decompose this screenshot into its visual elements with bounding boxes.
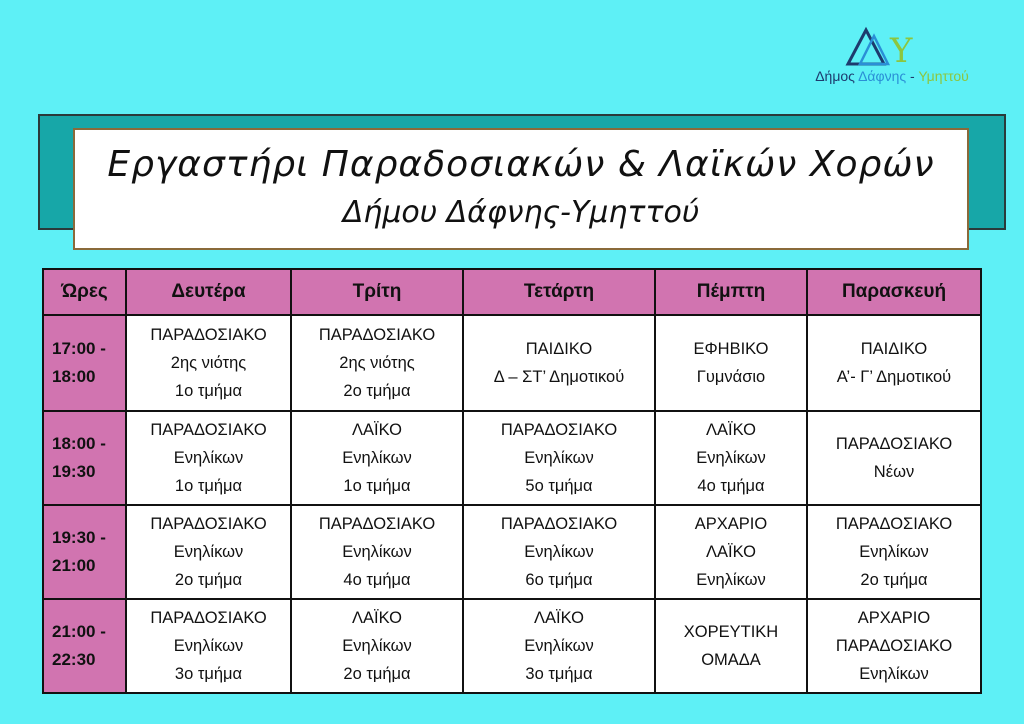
class-cell-line: ΠΑΙΔΙΚΟ — [860, 340, 928, 358]
class-cell-tuesday — [291, 411, 463, 505]
header-friday: Παρασκευή — [807, 269, 981, 315]
table-row — [43, 315, 981, 411]
logo-text — [792, 68, 992, 84]
title-box — [73, 128, 969, 250]
class-cell-line: ΑΡΧΑΡΙΟ — [857, 609, 931, 627]
class-cell-line: Ενηλίκων — [342, 543, 412, 561]
time-slot-line: 19:30 — [52, 462, 96, 481]
class-cell-line: ΟΜΑΔΑ — [701, 651, 761, 669]
class-cell-monday — [126, 411, 291, 505]
logo-sep: - — [910, 68, 915, 84]
class-cell-line: Δ – ΣΤ’ Δημοτικού — [493, 368, 625, 386]
header-monday: Δευτέρα — [126, 269, 291, 315]
class-cell-line: ΠΑΡΑΔΟΣΙΑΚΟ — [318, 326, 436, 344]
class-cell-line: ΕΦΗΒΙΚΟ — [693, 340, 769, 358]
class-cell-line: 2ης νιότης — [339, 354, 415, 372]
class-cell-line: 4ο τμήμα — [343, 571, 411, 589]
class-cell-line: ΠΑΡΑΔΟΣΙΑΚΟ — [500, 515, 618, 533]
class-cell-line: 1ο τμήμα — [174, 382, 243, 400]
logo-mark-icon — [844, 26, 924, 68]
class-cell-line: ΛΑΪΚΟ — [352, 609, 402, 627]
class-cell-line: ΠΑΙΔΙΚΟ — [525, 340, 593, 358]
time-slot-line: 22:30 — [52, 650, 96, 669]
class-cell-line: 2ο τμήμα — [860, 571, 928, 589]
schedule-header-row — [43, 269, 981, 315]
class-cell-friday — [807, 599, 981, 693]
class-cell-monday — [126, 599, 291, 693]
table-row — [43, 599, 981, 693]
class-cell-line: Ενηλίκων — [342, 449, 412, 467]
class-cell-line: 1ο τμήμα — [343, 477, 411, 495]
class-cell-line: Ενηλίκων — [859, 665, 929, 683]
class-cell-line: Ενηλίκων — [173, 637, 244, 655]
table-row — [43, 505, 981, 599]
class-cell-line: Ενηλίκων — [524, 449, 594, 467]
municipality-logo — [792, 26, 992, 90]
class-cell-wednesday — [463, 599, 655, 693]
class-cell-line: Ενηλίκων — [342, 637, 412, 655]
class-cell-line: 5ο τμήμα — [525, 477, 593, 495]
class-cell-line: Ενηλίκων — [696, 449, 766, 467]
time-slot — [43, 599, 126, 693]
class-cell-line: Α’- Γ’ Δημοτικού — [836, 368, 952, 386]
class-cell-thursday — [655, 505, 807, 599]
class-cell-line: ΠΑΡΑΔΟΣΙΑΚΟ — [318, 515, 436, 533]
class-cell-tuesday — [291, 505, 463, 599]
class-cell-line: ΠΑΡΑΔΟΣΙΑΚΟ — [150, 515, 267, 533]
class-cell-wednesday — [463, 315, 655, 411]
svg-text:Y: Y — [890, 31, 913, 68]
time-slot-line: 21:00 — [52, 556, 96, 575]
class-cell-line: ΠΑΡΑΔΟΣΙΑΚΟ — [835, 515, 953, 533]
class-cell-line: 2ο τμήμα — [174, 571, 243, 589]
header-tuesday: Τρίτη — [291, 269, 463, 315]
class-cell-line: ΑΡΧΑΡΙΟ — [694, 515, 768, 533]
class-cell-line: Ενηλίκων — [859, 543, 929, 561]
class-cell-line: ΛΑΪΚΟ — [706, 421, 756, 439]
class-cell-thursday — [655, 411, 807, 505]
class-cell-line: Ενηλίκων — [524, 543, 594, 561]
time-slot — [43, 411, 126, 505]
class-cell-line: ΛΑΪΚΟ — [352, 421, 402, 439]
class-cell-line: ΛΑΪΚΟ — [706, 543, 756, 561]
page-title: Εργαστήρι Παραδοσιακών & Λαϊκών Χορών — [107, 144, 935, 185]
time-slot-line: 18:00 - — [52, 434, 106, 453]
class-cell-line: ΠΑΡΑΔΟΣΙΑΚΟ — [835, 637, 953, 655]
page-subtitle: Δήμου Δάφνης-Υμηττού — [342, 195, 700, 230]
class-cell-line: ΠΑΡΑΔΟΣΙΑΚΟ — [150, 421, 267, 439]
class-cell-line: Ενηλίκων — [173, 449, 244, 467]
class-cell-line: 2ο τμήμα — [343, 382, 411, 400]
header-wednesday: Τετάρτη — [463, 269, 655, 315]
schedule-table — [42, 268, 982, 694]
class-cell-line: ΧΟΡΕΥΤΙΚΗ — [683, 623, 779, 641]
class-cell-line: Ενηλίκων — [524, 637, 594, 655]
class-cell-wednesday — [463, 505, 655, 599]
class-cell-line: ΠΑΡΑΔΟΣΙΑΚΟ — [835, 435, 953, 453]
logo-text-3: Υμηττού — [918, 68, 969, 84]
header-hours: Ώρες — [43, 269, 126, 315]
class-cell-friday — [807, 505, 981, 599]
class-cell-line: 2ο τμήμα — [343, 665, 411, 683]
time-slot-line: 19:30 - — [52, 528, 106, 547]
class-cell-line: 6ο τμήμα — [525, 571, 593, 589]
class-cell-wednesday — [463, 411, 655, 505]
class-cell-tuesday — [291, 315, 463, 411]
class-cell-line: Ενηλίκων — [173, 543, 244, 561]
table-row — [43, 411, 981, 505]
class-cell-line: ΛΑΪΚΟ — [534, 609, 584, 627]
class-cell-line: Γυμνάσιο — [696, 368, 766, 386]
logo-text-2: Δάφνης — [858, 68, 907, 84]
class-cell-line: ΠΑΡΑΔΟΣΙΑΚΟ — [500, 421, 618, 439]
class-cell-line: Ενηλίκων — [696, 571, 766, 589]
class-cell-monday — [126, 505, 291, 599]
time-slot — [43, 315, 126, 411]
time-slot-line: 18:00 — [52, 367, 96, 386]
class-cell-line: 1ο τμήμα — [174, 477, 243, 495]
class-cell-monday — [126, 315, 291, 411]
logo-text-1: Δήμος — [815, 68, 855, 84]
class-cell-line: Νέων — [873, 463, 915, 481]
class-cell-tuesday — [291, 599, 463, 693]
class-cell-line: ΠΑΡΑΔΟΣΙΑΚΟ — [150, 326, 267, 344]
header-thursday: Πέμπτη — [655, 269, 807, 315]
class-cell-line: 3ο τμήμα — [525, 665, 593, 683]
time-slot — [43, 505, 126, 599]
class-cell-thursday — [655, 315, 807, 411]
class-cell-thursday — [655, 599, 807, 693]
class-cell-line: 4ο τμήμα — [697, 477, 765, 495]
class-cell-line: ΠΑΡΑΔΟΣΙΑΚΟ — [150, 609, 267, 627]
class-cell-friday — [807, 411, 981, 505]
class-cell-line: 2ης νιότης — [170, 354, 247, 372]
class-cell-line: 3ο τμήμα — [174, 665, 243, 683]
time-slot-line: 17:00 - — [52, 339, 106, 358]
time-slot-line: 21:00 - — [52, 622, 106, 641]
class-cell-friday — [807, 315, 981, 411]
